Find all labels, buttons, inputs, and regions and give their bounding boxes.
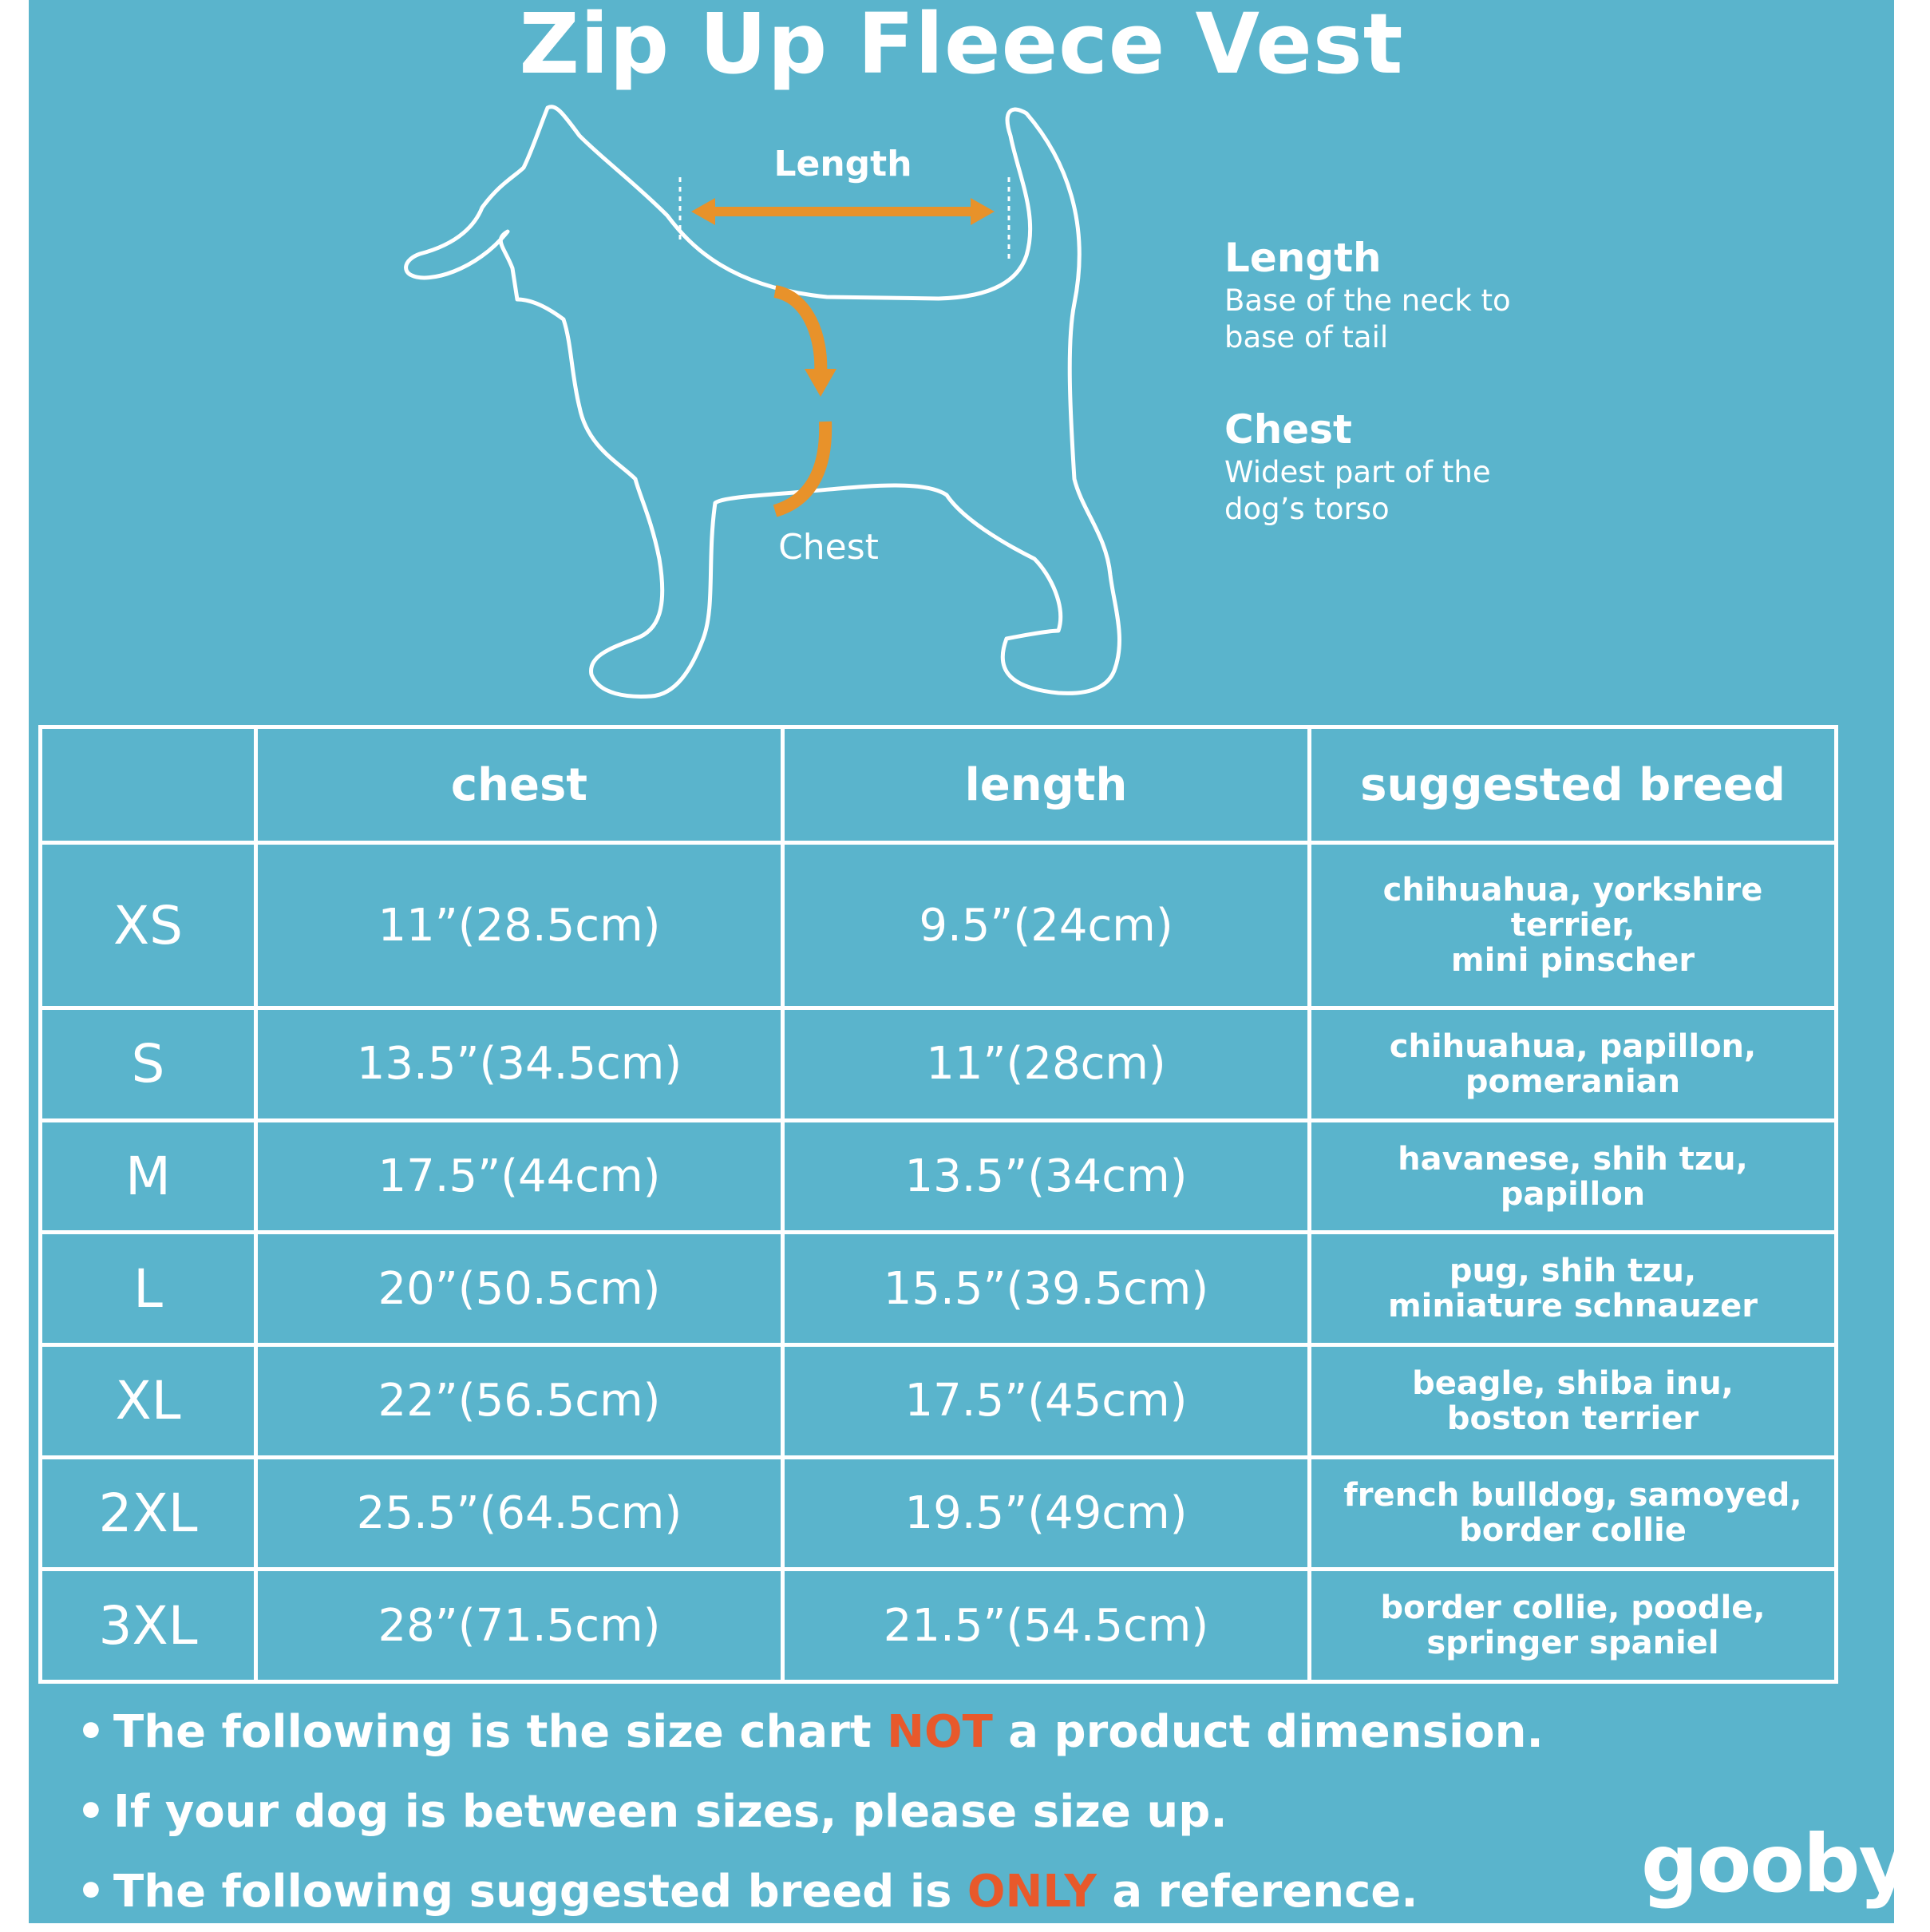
gooby-logo: gooby ®: [1641, 1817, 1930, 1910]
note-emphasis: ONLY: [967, 1866, 1097, 1918]
breed-line: chihuahua, yorkshire terrier,: [1382, 872, 1763, 944]
notes-list: [77, 1692, 1673, 1932]
chest-cell: 20”(50.5cm): [256, 1233, 783, 1345]
legend-chest-desc-line1: Widest part of the: [1224, 455, 1491, 489]
note-item: • The following is the size chart NOT a product dimension.: [77, 1692, 1673, 1772]
length-cell: 11”(28cm): [783, 1008, 1310, 1121]
table-row: [41, 1457, 1837, 1570]
breed-cell: [1310, 1008, 1837, 1121]
legend-chest-heading: Chest: [1224, 406, 1352, 453]
breed-cell: [1310, 1345, 1837, 1458]
length-cell: 9.5”(24cm): [783, 843, 1310, 1008]
page-title: Zip Up Fleece Vest: [519, 0, 1404, 93]
size-cell: 2XL: [41, 1457, 256, 1570]
registered-mark-icon: ®: [1912, 1829, 1930, 1851]
breed-line: mini pinscher: [1450, 942, 1695, 980]
breed-line: papillon: [1500, 1175, 1646, 1213]
length-cell: 17.5”(45cm): [783, 1345, 1310, 1458]
breed-cell: [1310, 843, 1837, 1008]
breed-line: chihuahua, papillon,: [1389, 1027, 1757, 1065]
size-cell: L: [41, 1233, 256, 1345]
breed-cell: [1310, 1120, 1837, 1233]
breed-line: havanese, shih tzu,: [1398, 1140, 1748, 1178]
bullet-icon: •: [77, 1786, 105, 1838]
dog-outline-icon: [406, 107, 1120, 697]
length-cell: 15.5”(39.5cm): [783, 1233, 1310, 1345]
breed-line: miniature schnauzer: [1387, 1288, 1758, 1325]
breed-line: french bulldog, samoyed,: [1343, 1477, 1802, 1514]
breed-cell: [1310, 1233, 1837, 1345]
note-emphasis: NOT: [887, 1706, 993, 1758]
length-cell: 13.5”(34cm): [783, 1120, 1310, 1233]
header-breed: suggested breed: [1310, 727, 1837, 843]
size-cell: XS: [41, 843, 256, 1008]
breed-line: border collie, poodle,: [1380, 1590, 1766, 1627]
chest-cell: 17.5”(44cm): [256, 1120, 783, 1233]
length-cell: 21.5”(54.5cm): [783, 1570, 1310, 1682]
size-cell: S: [41, 1008, 256, 1121]
breed-line: border collie: [1459, 1512, 1687, 1550]
chest-cell: 25.5”(64.5cm): [256, 1457, 783, 1570]
table-row: [41, 1008, 1837, 1121]
legend-chest: [1224, 405, 1703, 528]
header-length: length: [783, 727, 1310, 843]
dog-measurement-diagram: [29, 0, 1894, 719]
table-row: [41, 1233, 1837, 1345]
legend-chest-desc-line2: dog’s torso: [1224, 492, 1390, 526]
note-item: • If your dog is between sizes, please size up.: [77, 1772, 1673, 1852]
length-cell: 19.5”(49cm): [783, 1457, 1310, 1570]
legend-length: [1224, 233, 1703, 356]
breed-cell: [1310, 1457, 1837, 1570]
breed-line: beagle, shiba inu,: [1412, 1364, 1734, 1402]
breed-line: springer spaniel: [1426, 1625, 1719, 1662]
size-cell: M: [41, 1120, 256, 1233]
breed-line: boston terrier: [1446, 1400, 1699, 1437]
size-chart-panel: [29, 0, 1930, 1923]
breed-cell: [1310, 1570, 1837, 1682]
table-header-row: [41, 727, 1837, 843]
legend-length-desc-line1: Base of the neck to: [1224, 283, 1511, 318]
chest-cell: 13.5”(34.5cm): [256, 1008, 783, 1121]
chest-cell: 22”(56.5cm): [256, 1345, 783, 1458]
legend-length-heading: Length: [1224, 235, 1382, 281]
size-table: [38, 725, 1838, 1684]
table-row: [41, 843, 1837, 1008]
chest-diagram-label: Chest: [778, 527, 879, 568]
chest-cell: 11”(28.5cm): [256, 843, 783, 1008]
breed-line: pomeranian: [1465, 1063, 1681, 1100]
breed-line: pug, shih tzu,: [1449, 1253, 1697, 1290]
bullet-icon: •: [77, 1866, 105, 1918]
header-size: [41, 727, 256, 843]
table-row: [41, 1570, 1837, 1682]
bullet-icon: •: [77, 1706, 105, 1758]
table-row: [41, 1345, 1837, 1458]
size-cell: 3XL: [41, 1570, 256, 1682]
chest-cell: 28”(71.5cm): [256, 1570, 783, 1682]
table-row: [41, 1120, 1837, 1233]
legend-length-desc-line2: base of tail: [1224, 320, 1389, 354]
length-diagram-label: Length: [773, 144, 912, 184]
size-cell: XL: [41, 1345, 256, 1458]
header-chest: chest: [256, 727, 783, 843]
note-item: • The following suggested breed is ONLY a reference.: [77, 1852, 1673, 1932]
